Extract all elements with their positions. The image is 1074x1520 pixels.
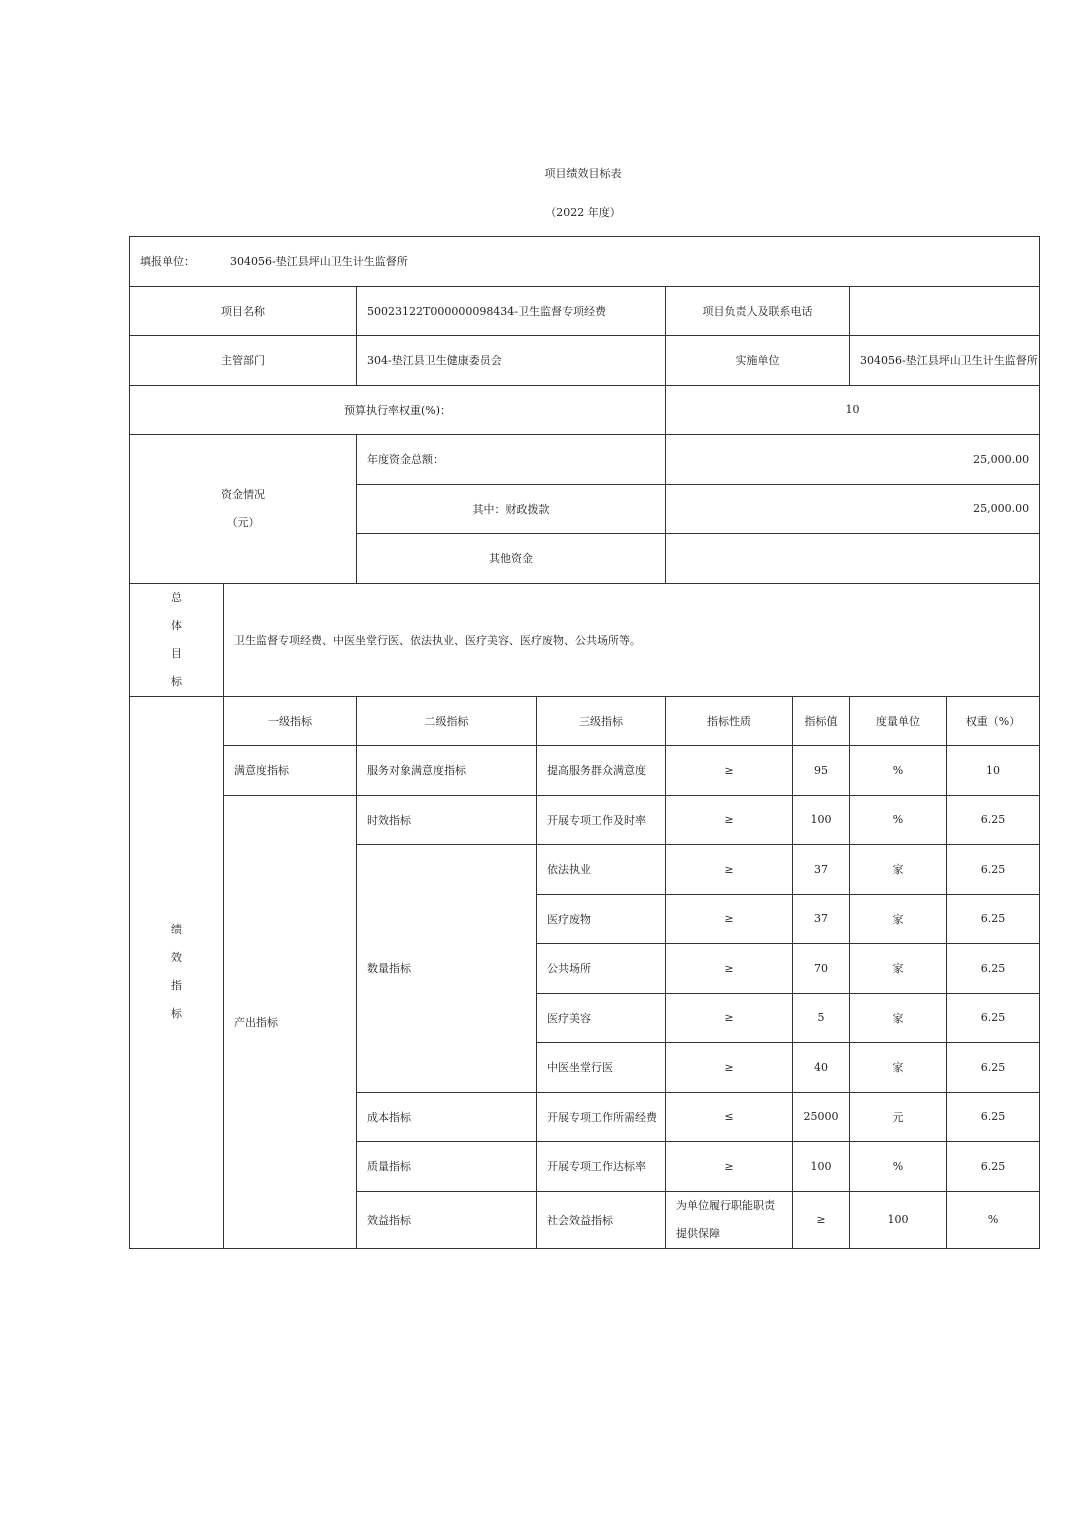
nature-cell: ≥ [666, 993, 793, 1043]
value-cell: 37 [793, 845, 850, 895]
unit-cell: 家 [850, 894, 947, 944]
unit-cell: % [947, 1191, 1040, 1248]
nature-cell: ≥ [666, 1043, 793, 1093]
goal-label-char: 标 [171, 674, 182, 688]
page-subtitle: （2022 年度） [545, 206, 621, 219]
header-weight: 权重（%） [947, 696, 1040, 746]
impl-unit-value: 304056-垫江县坪山卫生计生监督所 [850, 336, 1040, 386]
indicators-label-char: 效 [171, 951, 182, 964]
project-row [130, 286, 1040, 336]
value-cell: 25000 [793, 1092, 850, 1142]
level3-cell: 医疗美容 [537, 993, 666, 1043]
value-cell: 40 [793, 1043, 850, 1093]
level2-social: 社会效益指标 [537, 1191, 666, 1248]
nature-cell: ≤ [666, 1092, 793, 1142]
funds-fiscal-label: 其中：财政拨款 [357, 484, 666, 534]
level3-cell: 开展专项工作所需经费 [537, 1092, 666, 1142]
goal-row [130, 583, 1040, 696]
weight-cell: 6.25 [947, 894, 1040, 944]
value-cell: 70 [793, 944, 850, 994]
level3-cell: 中医坐堂行医 [537, 1043, 666, 1093]
project-name-label: 项目名称 [130, 286, 357, 336]
weight-cell: 6.25 [947, 993, 1040, 1043]
project-name-value: 50023122T000000098434-卫生监督专项经费 [357, 286, 666, 336]
nature-cell: ≥ [666, 845, 793, 895]
weight-cell: 10 [947, 746, 1040, 796]
level3-cell: 开展专项工作及时率 [537, 795, 666, 845]
level2-timeliness: 时效指标 [357, 795, 537, 845]
level3-cell: 医疗废物 [537, 894, 666, 944]
value-cell: 37 [793, 894, 850, 944]
funds-other-value [666, 534, 1040, 584]
unit-cell: 家 [850, 1043, 947, 1093]
unit-cell [130, 237, 1040, 287]
weight-cell: 6.25 [947, 845, 1040, 895]
level2-cost: 成本指标 [357, 1092, 537, 1142]
unit-cell: % [850, 795, 947, 845]
unit-cell: 家 [850, 944, 947, 994]
level3-cell: 开展专项工作达标率 [537, 1142, 666, 1192]
unit-cell: 元 [850, 1092, 947, 1142]
dept-label: 主管部门 [130, 336, 357, 386]
dept-value: 304-垫江县卫生健康委员会 [357, 336, 666, 386]
nature-cell: ≥ [666, 1142, 793, 1192]
goal-label [130, 583, 224, 696]
unit-cell: % [850, 1142, 947, 1192]
funds-label-line1: 资金情况 [221, 487, 265, 501]
nature-cell: ≥ [666, 795, 793, 845]
funds-fiscal-value: 25,000.00 [666, 484, 1040, 534]
performance-table [129, 236, 1040, 1249]
funds-total-value: 25,000.00 [666, 435, 1040, 485]
header-level3: 三级指标 [537, 696, 666, 746]
funds-label-line2: （元） [226, 515, 260, 529]
indicators-label [130, 696, 224, 1248]
budget-weight-label: 预算执行率权重(%)： [130, 385, 666, 435]
level3-cell: 为单位履行职能职责提供保障 [666, 1191, 793, 1248]
dept-row [130, 336, 1040, 386]
weight-cell: 6.25 [947, 1043, 1040, 1093]
unit-value: 304056-垫江县坪山卫生计生监督所 [230, 255, 408, 269]
header-nature: 指标性质 [666, 696, 793, 746]
goal-text: 卫生监督专项经费、中医坐堂行医、依法执业、医疗美容、医疗废物、公共场所等。 [224, 583, 1040, 696]
funds-label [130, 435, 357, 584]
level2-satisfaction: 服务对象满意度指标 [357, 746, 537, 796]
value-cell: 95 [793, 746, 850, 796]
level2-quantity: 数量指标 [357, 845, 537, 1093]
level1-benefit: 效益指标 [357, 1191, 537, 1248]
indicators-label-char: 绩 [171, 923, 182, 936]
level3-cell: 提高服务群众满意度 [537, 746, 666, 796]
unit-cell: 家 [850, 845, 947, 895]
nature-cell: ≥ [666, 746, 793, 796]
project-contact-label: 项目负责人及联系电话 [666, 286, 850, 336]
level3-cell: 公共场所 [537, 944, 666, 994]
table-row [130, 795, 1040, 845]
level1-output: 产出指标 [224, 795, 357, 1248]
nature-cell: ≥ [666, 894, 793, 944]
budget-row [130, 385, 1040, 435]
nature-cell: ≥ [666, 944, 793, 994]
value-cell: 100 [793, 795, 850, 845]
weight-cell: 6.25 [947, 795, 1040, 845]
goal-label-char: 总 [171, 590, 182, 604]
weight-cell: 6.25 [947, 1092, 1040, 1142]
weight-cell: 6.25 [947, 1142, 1040, 1192]
header-value: 指标值 [793, 696, 850, 746]
level1-satisfaction: 满意度指标 [224, 746, 357, 796]
funds-other-label: 其他资金 [357, 534, 666, 584]
level2-quality: 质量指标 [357, 1142, 537, 1192]
header-unit: 度量单位 [850, 696, 947, 746]
goal-label-char: 目 [171, 646, 182, 660]
unit-label: 填报单位： [140, 255, 195, 269]
header-level1: 一级指标 [224, 696, 357, 746]
indicators-label-char: 指 [171, 979, 182, 992]
impl-unit-label: 实施单位 [666, 336, 850, 386]
nature-cell: ≥ [793, 1191, 850, 1248]
value-cell: 100 [793, 1142, 850, 1192]
header-level2: 二级指标 [357, 696, 537, 746]
indicator-header-row [130, 696, 1040, 746]
budget-weight-value: 10 [666, 385, 1040, 435]
value-cell: 100 [850, 1191, 947, 1248]
funds-total-row [130, 435, 1040, 485]
page-title: 项目绩效目标表 [544, 167, 622, 180]
table-row [130, 746, 1040, 796]
value-cell: 5 [793, 993, 850, 1043]
goal-label-char: 体 [171, 618, 182, 632]
weight-cell: 6.25 [947, 944, 1040, 994]
unit-cell: % [850, 746, 947, 796]
level3-cell: 依法执业 [537, 845, 666, 895]
funds-total-label: 年度资金总额： [357, 435, 666, 485]
unit-cell: 家 [850, 993, 947, 1043]
indicators-label-char: 标 [171, 1007, 182, 1020]
project-contact-value [850, 286, 1040, 336]
unit-row [130, 237, 1040, 287]
